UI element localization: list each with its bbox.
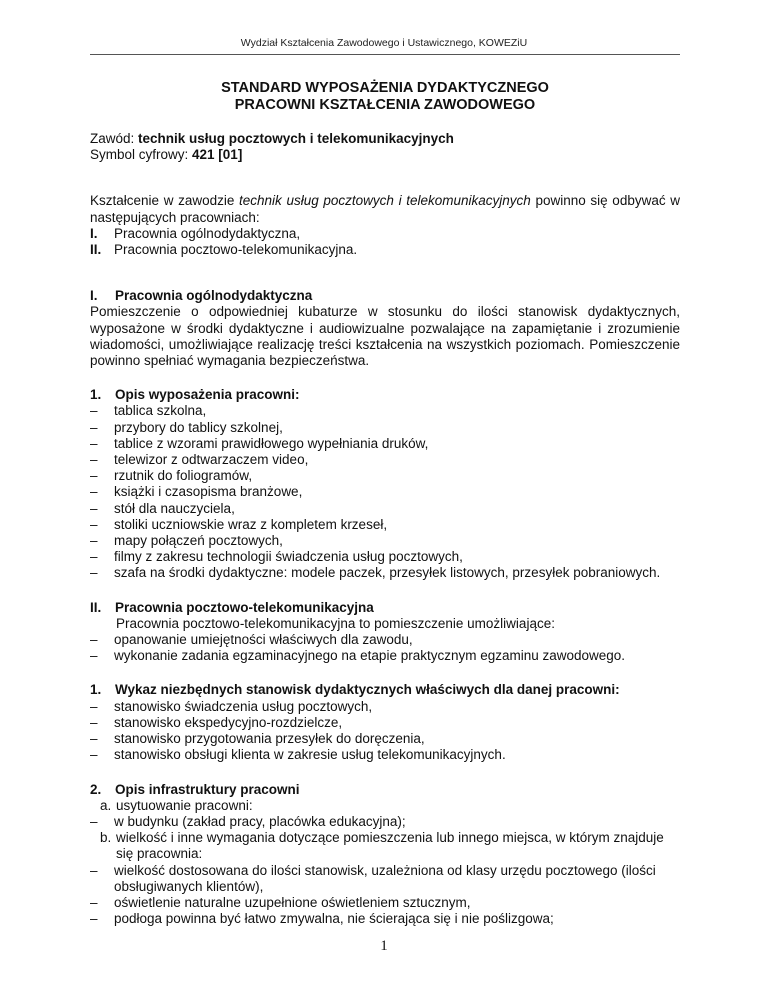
list-item: – szafa na środki dydaktyczne: modele paczek, przesyłek listowych, przesyłek pobraniowych.	[90, 565, 661, 581]
list-item: – tablice z wzorami prawidłowego wypełniania druków,	[90, 435, 429, 451]
list-item: – oświetlenie naturalne uzupełnione oświetleniem sztucznym,	[90, 894, 471, 910]
list-item: – opanowanie umiejętności właściwych dla zawodu,	[90, 632, 413, 648]
section-paragraph: Pomieszczenie o odpowiedniej kubaturze w stosunku do ilości stanowisk dydaktycznych, wyposażone w środki dydaktyczne i audiowizualne pozwalające na zapamiętanie i zrozumienie wiadomości, umożliwiające realizację treści kształcenia na wszystkich poziomach. Pomieszczenie powinno spełniać wymagania bezpieczeństwa.	[90, 304, 680, 369]
subsection-heading: 1. Opis wyposażenia pracowni:	[90, 387, 300, 403]
section-heading: I. Pracownia ogólnodydaktyczna	[90, 288, 313, 304]
intro-list-item: I. Pracownia ogólnodydaktyczna,	[90, 225, 301, 241]
page-header: Wydział Kształcenia Zawodowego i Ustawicznego, KOWEZiU	[240, 37, 528, 49]
equipment-list	[90, 403, 680, 581]
title-line-2: PRACOWNI KSZTAŁCENIA ZAWODOWEGO	[234, 97, 536, 113]
list-item: – książki i czasopisma branżowe,	[90, 484, 303, 500]
list-item: – stół dla nauczyciela,	[90, 500, 235, 516]
list-item: – w budynku (zakład pracy, placówka edukacyjna);	[90, 813, 406, 829]
list-item: – stanowisko obsługi klienta w zakresie usług telekomunikacyjnych.	[90, 747, 506, 763]
list-item: – stanowisko świadczenia usług pocztowych,	[90, 698, 373, 714]
profession-symbol: 421 [01]	[192, 147, 243, 163]
list-item: – filmy z zakresu technologii świadczenia usług pocztowych,	[90, 549, 463, 565]
document-body	[90, 80, 680, 927]
subsection-heading: 2. Opis infrastruktury pracowni	[90, 781, 300, 797]
list-item: – telewizor z odtwarzaczem video,	[90, 452, 309, 468]
capability-list	[90, 632, 680, 664]
workstation-list	[90, 699, 680, 764]
intro-list-item: II. Pracownia pocztowo-telekomunikacyjna.	[90, 242, 358, 258]
list-item: – tablica szkolna,	[90, 403, 207, 419]
list-item: – stanowisko przygotowania przesyłek do doręczenia,	[90, 731, 425, 747]
profession-line: Zawód: technik usług pocztowych i telekomunikacyjnych	[90, 131, 454, 146]
profession-name: technik usług pocztowych i telekomunikacyjnych	[138, 131, 454, 146]
list-item: – podłoga powinna być łatwo zmywalna, nie ścierająca się i nie poślizgowa;	[90, 911, 554, 927]
list-item: – rzutnik do foliogramów,	[90, 468, 253, 484]
alpha-item: b. wielkość i inne wymagania dotyczące pomieszczenia lub innego miejsca, w którym znajduje się pracownia:	[100, 830, 664, 862]
document-title	[90, 80, 680, 114]
page-number: 1	[380, 938, 388, 954]
title-line-1: STANDARD WYPOSAŻENIA DYDAKTYCZNEGO	[221, 80, 549, 96]
list-item: – stanowisko ekspedycyjno-rozdzielcze,	[90, 714, 343, 730]
list-item: – mapy połączeń pocztowych,	[90, 533, 283, 549]
section-heading: II. Pracownia pocztowo-telekomunikacyjna	[90, 599, 374, 615]
alpha-item: a. usytuowanie pracowni:	[100, 797, 253, 813]
section-lead: Pracownia pocztowo-telekomunikacyjna to pomieszczenie umożliwiające:	[116, 615, 555, 631]
intro-paragraph: Kształcenie w zawodzie technik usług pocztowych i telekomunikacyjnych powinno się odbywać w następujących pracowniach:	[90, 193, 680, 225]
subsection-heading: 1. Wykaz niezbędnych stanowisk dydaktycznych właściwych dla danej pracowni:	[90, 682, 620, 698]
list-item: – wielkość dostosowana do ilości stanowisk, uzależniona od klasy urzędu pocztowego (ilości obsługiwanych klientów),	[90, 862, 656, 894]
header-divider	[90, 54, 680, 55]
list-item: – stoliki uczniowskie wraz z kompletem krzeseł,	[90, 516, 388, 532]
requirements-list	[90, 863, 680, 928]
list-item: – wykonanie zadania egzaminacyjnego na etapie praktycznym egzaminu zawodowego.	[90, 648, 626, 664]
location-list	[90, 814, 680, 830]
profession-info	[90, 131, 680, 163]
symbol-line: Symbol cyfrowy: 421 [01]	[90, 147, 243, 163]
list-item: – przybory do tablicy szkolnej,	[90, 419, 283, 435]
